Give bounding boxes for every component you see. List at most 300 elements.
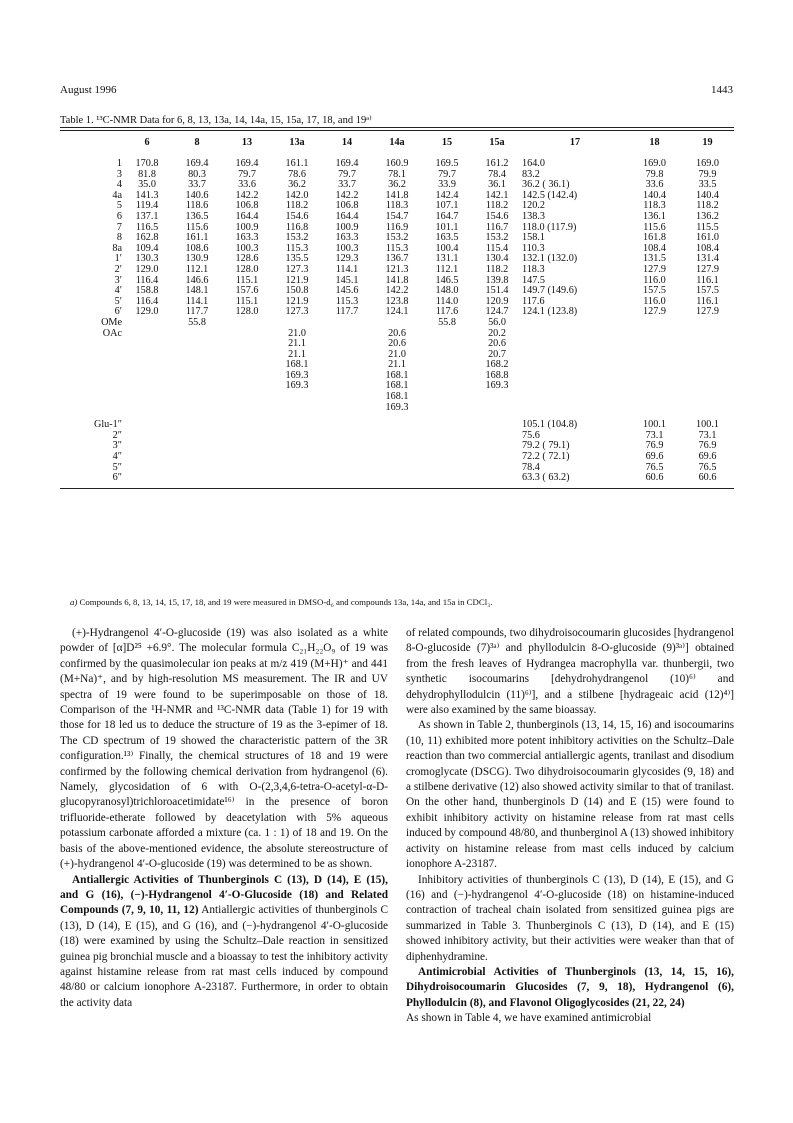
table-cell: 132.1 (132.0) [522,253,578,265]
table-cell: 33.6 [238,179,256,191]
table-cell: 124.7 [485,306,509,318]
table-cell: 36.2 ( 36.1) [522,179,570,191]
table-cell: 163.3 [235,232,259,244]
table-cell [422,420,472,431]
table-cell: 146.5 [435,274,459,286]
table-cell: 79.9 [698,168,717,180]
table-cell: 36.1 [488,179,506,191]
table-cell: 79.7 [438,168,456,180]
table-cell: 147.5 [522,274,545,286]
table-cell: 79.8 [645,168,664,180]
table-cell: 116.1 [696,295,719,307]
table-cell [272,463,322,474]
table-cell: 127.9 [696,263,719,275]
table-cell [522,339,628,350]
table-cell: 129.0 [135,306,159,318]
table-cell: 121.9 [285,274,309,286]
table-cell: 139.8 [485,274,509,286]
position-label: 3″ [112,440,122,452]
table-cell: 115.3 [385,242,409,254]
table-cell: 60.6 [645,472,664,484]
table-cell [222,381,272,392]
table-cell: 141.8 [385,274,409,286]
table-cell: 130.3 [135,253,159,265]
table-cell: 169.4 [185,158,209,169]
table-cell [422,329,472,340]
table-cell: 131.1 [435,253,459,265]
table-cell: 115.3 [285,242,309,254]
table-cell: 112.1 [185,263,209,275]
table-cell: 116.5 [135,221,159,233]
table-cell: 141.3 [135,189,159,201]
table-cell: 142.2 [385,285,409,297]
table-cell: 154.6 [485,210,509,222]
table-cell [422,463,472,474]
table-cell: 117.7 [335,306,359,318]
table-cell: 108.4 [643,242,666,254]
table-cell: 169.3 [285,380,309,392]
column-header: 13 [241,136,253,148]
table-cell: 115.6 [643,221,666,233]
table-cell: 130.4 [485,253,509,265]
footnote-text: Compounds 6, 8, 13, 14, 15, 17, 18, and 19 were measured in DMSO-d₆ and compounds 13a, 14a, and 15a in CDCl₃. [79,597,493,607]
table-cell: 170.8 [135,158,159,169]
table-cell: 107.1 [435,200,459,212]
table-cell [172,441,222,452]
table-cell [372,431,422,442]
table-cell: 158.1 [522,232,545,244]
table-cell: 161.8 [643,232,666,244]
table-cell: 72.2 ( 72.1) [522,451,570,463]
table-cell: 168.1 [385,380,409,392]
table-cell [322,431,372,442]
table-cell: 78.4 [488,168,506,180]
table-cell [372,452,422,463]
table-cell: 120.2 [522,200,545,212]
table-cell [522,329,628,340]
table-cell: 141.8 [385,189,409,201]
position-label: 1 [116,158,122,169]
table-cell: 21.1 [288,338,306,350]
table-cell [222,329,272,340]
table-cell: 153.2 [485,232,509,244]
paragraph: of related compounds, two dihydroisocoumarin glucosides [hydrangenol 8-O-glucoside (7)³ᵃ⁾ and phyllodulcin 8-O-glucoside (9)³ᵃ⁾] obtained from the fresh leaves of Hydrangea macrophylla var. thunbergii, two synthetic isocoumarins [dehydrohydrangenol (10)⁶⁾ and dehydrophyllodulcin (11)⁶⁾], and a stilbene [hydrageaic acid (12)⁴⁾] were also examined by the same bioassay. [406,627,734,717]
table-cell: 116.0 [643,274,666,286]
table-cell: 136.5 [185,210,209,222]
position-label: 4′ [114,285,122,297]
position-label: 2″ [112,429,122,441]
table-cell: 78.4 [522,461,540,473]
position-label: 4″ [112,451,122,463]
table-cell: 157.5 [643,285,666,297]
table-cell: 121.9 [285,295,309,307]
table-cell: 100.3 [335,242,359,254]
table-cell [222,318,272,329]
table-cell: 108.6 [185,242,209,254]
table-cell: 164.4 [335,210,359,222]
table-cell: 127.9 [696,306,719,318]
table-cell [522,360,628,371]
table-cell [422,350,472,361]
table-cell: 118.2 [485,263,509,275]
table-cell [222,360,272,371]
table-cell: 146.6 [185,274,209,286]
table-cell [322,329,372,340]
table-cell [422,452,472,463]
table-cell [681,371,734,382]
table-cell: 33.7 [188,179,206,191]
table-cell [172,350,222,361]
table-cell [272,392,322,403]
table-cell: 164.7 [435,210,459,222]
table-cell: 169.4 [335,158,359,169]
table-cell: 63.3 ( 63.2) [522,472,570,484]
table-cell: 55.8 [188,316,206,328]
table-cell: 117.6 [435,306,459,318]
position-label [60,392,122,403]
table-cell [172,463,222,474]
table-cell [522,403,628,414]
table-cell: 161.1 [185,232,209,244]
section-heading: Antiallergic Activities of Thunberginols C (13), D (14), E (15), and G (16), (−)-Hydrangenol 4′-O-Glucoside (18) and Related Compounds (7, 9, 10, 11, 12) [60,873,388,917]
table-row [60,153,734,170]
table-cell: 130.9 [185,253,209,265]
table-cell: 127.9 [643,306,666,318]
table-cell: 124.1 [385,306,409,318]
table-cell: 115.4 [485,242,509,254]
table-cell: 121.3 [385,263,409,275]
table-cell: 128.0 [235,306,259,318]
table-cell: 140.4 [643,189,666,201]
table-cell: 168.1 [385,369,409,381]
position-label: Glu-1″ [93,419,122,431]
table-row [60,212,734,223]
table-cell [472,441,522,452]
table-cell [122,463,172,474]
table-cell: 100.3 [235,242,259,254]
table-cell [322,392,372,403]
table-cell [472,392,522,403]
table-cell: 100.9 [335,221,359,233]
table-cell: 145.1 [335,274,359,286]
paragraph-text: Antiallergic activities of thunberginols C (13), D (14), E (15), and G (16), and (−)-hydrangenol 4′-O-glucoside (18) were examined by using the Schultz–Dale reaction in sensitized guinea pig bronchial muscle and a bioassay to test the inhibitory activity against histamine release from rat mast cells induced by compound 48/80 or calcium ionophore A-23187. Furthermore, in order to obtain the activity data [60,904,389,1009]
table-cell [628,403,681,414]
table-cell [472,452,522,463]
table-cell [681,318,734,329]
column-header: 18 [649,136,660,148]
table-cell: 76.5 [645,461,664,473]
table-cell [172,371,222,382]
table-cell: 123.8 [385,295,409,307]
table-cell [681,403,734,414]
table-cell: 163.5 [435,232,459,244]
table-cell: 161.2 [485,158,509,169]
table-cell: 109.4 [135,242,159,254]
table-cell: 118.2 [285,200,309,212]
table-cell: 148.1 [185,285,209,297]
table-cell: 116.4 [135,295,159,307]
table-row [60,452,734,463]
paragraph: Inhibitory activities of thunberginols C (13), D (14), E (15), and G (16) and (−)-hydrangenol 4′-O-glucoside (18) on histamine-induced contraction of tracheal chain isolated from sensitized guinea pigs are summarized in Table 3. Thunberginols C (13), D (14), and E (15) showed inhibitory activity, but their activities were weaker than that of diphenhydramine. [406,873,734,963]
table-cell [522,371,628,382]
table-cell [222,420,272,431]
table-cell: 153.2 [385,232,409,244]
table-cell: 161.1 [285,158,309,169]
table-cell: 117.7 [185,306,209,318]
table-cell: 78.6 [288,168,306,180]
table-cell: 164.4 [235,210,259,222]
table-cell: 79.7 [238,168,256,180]
table-cell [681,339,734,350]
table-cell: 108.4 [696,242,719,254]
table-cell [222,452,272,463]
table-cell [172,329,222,340]
table-cell [222,339,272,350]
table-cell: 69.6 [645,451,664,463]
table-cell: 20.2 [488,327,506,339]
table-cell [322,452,372,463]
table-cell [322,403,372,414]
table-cell [322,318,372,329]
table-cell: 21.1 [288,348,306,360]
table-cell [172,403,222,414]
position-label: 6′ [114,306,122,318]
table-bottom-rule [60,488,734,489]
table-cell: 169.3 [485,380,509,392]
table-cell [422,392,472,403]
table-cell: 114.1 [335,263,359,275]
table-cell: 168.2 [485,359,509,371]
table-cell: 20.7 [488,348,506,360]
table-cell [272,420,322,431]
table-cell: 20.6 [388,327,406,339]
table-cell: 76.5 [698,461,717,473]
table-cell: 115.1 [235,274,259,286]
table-cell: 140.4 [696,189,719,201]
table-cell [522,318,628,329]
table-cell: 116.8 [285,221,309,233]
table-cell [472,473,522,484]
table-cell [628,329,681,340]
table-cell [522,381,628,392]
table-cell [222,473,272,484]
paragraph: As shown in Table 4, we have examined antimicrobial [406,1012,652,1025]
table-cell [122,339,172,350]
paragraph [406,965,734,1011]
table-cell: 136.7 [385,253,409,265]
table-cell: 105.1 (104.8) [522,419,578,431]
table-cell: 73.1 [698,429,717,441]
table-cell: 20.6 [388,338,406,350]
table-cell [222,392,272,403]
table-cell: 168.1 [285,359,309,371]
table-row [60,441,734,452]
position-label: 5 [116,200,122,212]
table-cell [122,381,172,392]
position-label [60,371,122,382]
table-cell: 81.8 [138,168,156,180]
table-row [60,318,734,329]
table-cell: 116.0 [643,295,666,307]
paragraph: As shown in Table 2, thunberginols (13, 14, 15, 16) and isocoumarins (10, 11) exhibited more potent inhibitory activities on the Schultz–Dale reaction than two commercial antiallergic agents, tranilast and disodium cromoglycate (DSCG). Two dihydroisocoumarin glycosides (9, 18) and a stilbene derivative (12) also showed activity similar to that of tranilast. On the other hand, thunberginols D (14) and E (15) were found to exhibit inhibitory activity on histamine release from rat mast cells induced by compound 48/80, and thunberginol A (13) showed inhibitory activity on histamine release from mast cells induced by calcium ionophore A-23187. [406,719,734,871]
table-cell [172,381,222,392]
table-cell [222,350,272,361]
table-cell: 118.2 [696,200,719,212]
table-cell: 118.6 [185,200,209,212]
left-text-column [60,626,388,1011]
table-cell [172,473,222,484]
table-cell: 118.3 [522,263,545,275]
table-cell [322,381,372,392]
table-cell [272,431,322,442]
table-cell: 145.6 [335,285,359,297]
position-label: 2′ [114,263,122,275]
table-cell: 106.8 [235,200,259,212]
row-spacer [60,413,734,420]
position-label [60,350,122,361]
table-cell: 164.0 [522,158,545,169]
table-cell: 114.1 [185,295,209,307]
table-cell [122,420,172,431]
position-label [60,339,122,350]
table-cell [122,403,172,414]
table-cell [472,420,522,431]
table-cell [172,431,222,442]
table-cell: 21.1 [388,359,406,371]
table-cell [122,392,172,403]
table-cell: 149.7 (149.6) [522,285,578,297]
position-label [60,403,122,414]
table-cell: 142.4 [435,189,459,201]
table-footnote [70,597,492,607]
table-cell: 80.3 [188,168,206,180]
table-cell: 129.3 [335,253,359,265]
table-cell [172,452,222,463]
table-cell [322,441,372,452]
position-header [60,131,122,153]
table-cell: 169.5 [435,158,459,169]
column-header: 15 [441,136,453,148]
position-label: 5′ [114,295,122,307]
table-cell [272,403,322,414]
table-cell [322,420,372,431]
table-cell [222,431,272,442]
table-cell: 75.6 [522,429,540,441]
table-cell [122,431,172,442]
table-cell [422,473,472,484]
table-cell: 160.9 [385,158,409,169]
table-cell [372,463,422,474]
table-cell: 69.6 [698,451,717,463]
table-cell [222,463,272,474]
table-cell [681,350,734,361]
table-cell: 151.4 [485,285,509,297]
table-cell: 76.9 [645,440,664,452]
table-cell: 136.2 [696,210,719,222]
table-cell: 112.1 [435,263,459,275]
table-cell: 140.6 [185,189,209,201]
table-cell: 154.7 [385,210,409,222]
issue-date: August 1996 [60,84,117,96]
position-label [60,381,122,392]
table-cell: 33.6 [645,179,664,191]
table-cell: 162.8 [135,232,159,244]
table-cell [628,350,681,361]
table-cell: 56.0 [488,316,506,328]
table-cell [628,360,681,371]
table-cell [422,360,472,371]
table-cell: 169.4 [235,158,259,169]
table-caption: Table 1. ¹³C-NMR Data for 6, 8, 13, 13a, 14, 14a, 15, 15a, 17, 18, and 19ᵃ⁾ [60,115,372,126]
table-cell: 20.6 [488,338,506,350]
table-cell: 128.0 [235,263,259,275]
table-cell: 100.1 [643,419,666,431]
table-cell [322,371,372,382]
table-cell [122,441,172,452]
table-row [60,473,734,484]
table-row [60,463,734,474]
table-cell: 136.1 [643,210,666,222]
table-cell: 128.6 [235,253,259,265]
table-cell: 21.0 [288,327,306,339]
table-cell: 129.0 [135,263,159,275]
position-label: 8a [112,242,122,254]
table-cell: 127.3 [285,263,309,275]
table-cell: 116.1 [696,274,719,286]
nmr-table [60,127,734,489]
table-cell: 79.2 ( 79.1) [522,440,570,452]
table-cell: 127.9 [643,263,666,275]
table-cell [222,441,272,452]
table-cell: 118.2 [485,200,509,212]
table-cell [272,473,322,484]
table-cell: 142.5 (142.4) [522,189,578,201]
table-cell: 169.0 [643,158,666,169]
table-cell: 55.8 [438,316,456,328]
table-cell: 106.8 [335,200,359,212]
table-cell [628,371,681,382]
table-cell: 33.9 [438,179,456,191]
position-label: OMe [101,316,122,328]
table-cell: 163.3 [335,232,359,244]
table-cell: 79.7 [338,168,356,180]
position-label: 1′ [114,253,122,265]
table-cell: 33.5 [698,179,717,191]
table-cell: 115.6 [185,221,209,233]
table-row [60,431,734,442]
table-cell: 168.8 [485,369,509,381]
table-cell: 118.3 [643,200,666,212]
table-cell [628,381,681,392]
right-text-column [406,626,734,1027]
position-label: 6″ [112,472,122,484]
table-cell [628,318,681,329]
table-cell [422,339,472,350]
table-cell: 169.0 [696,158,719,169]
table-cell: 169.3 [385,401,409,413]
table-cell [472,431,522,442]
table-cell [322,463,372,474]
table-cell [172,360,222,371]
table-cell: 73.1 [645,429,664,441]
table-cell [681,381,734,392]
table-cell: 157.5 [696,285,719,297]
table-cell: 161.0 [696,232,719,244]
table-cell: 100.1 [696,419,719,431]
table-cell: 169.3 [285,369,309,381]
column-header: 6 [144,136,150,148]
table-cell: 76.9 [698,440,717,452]
